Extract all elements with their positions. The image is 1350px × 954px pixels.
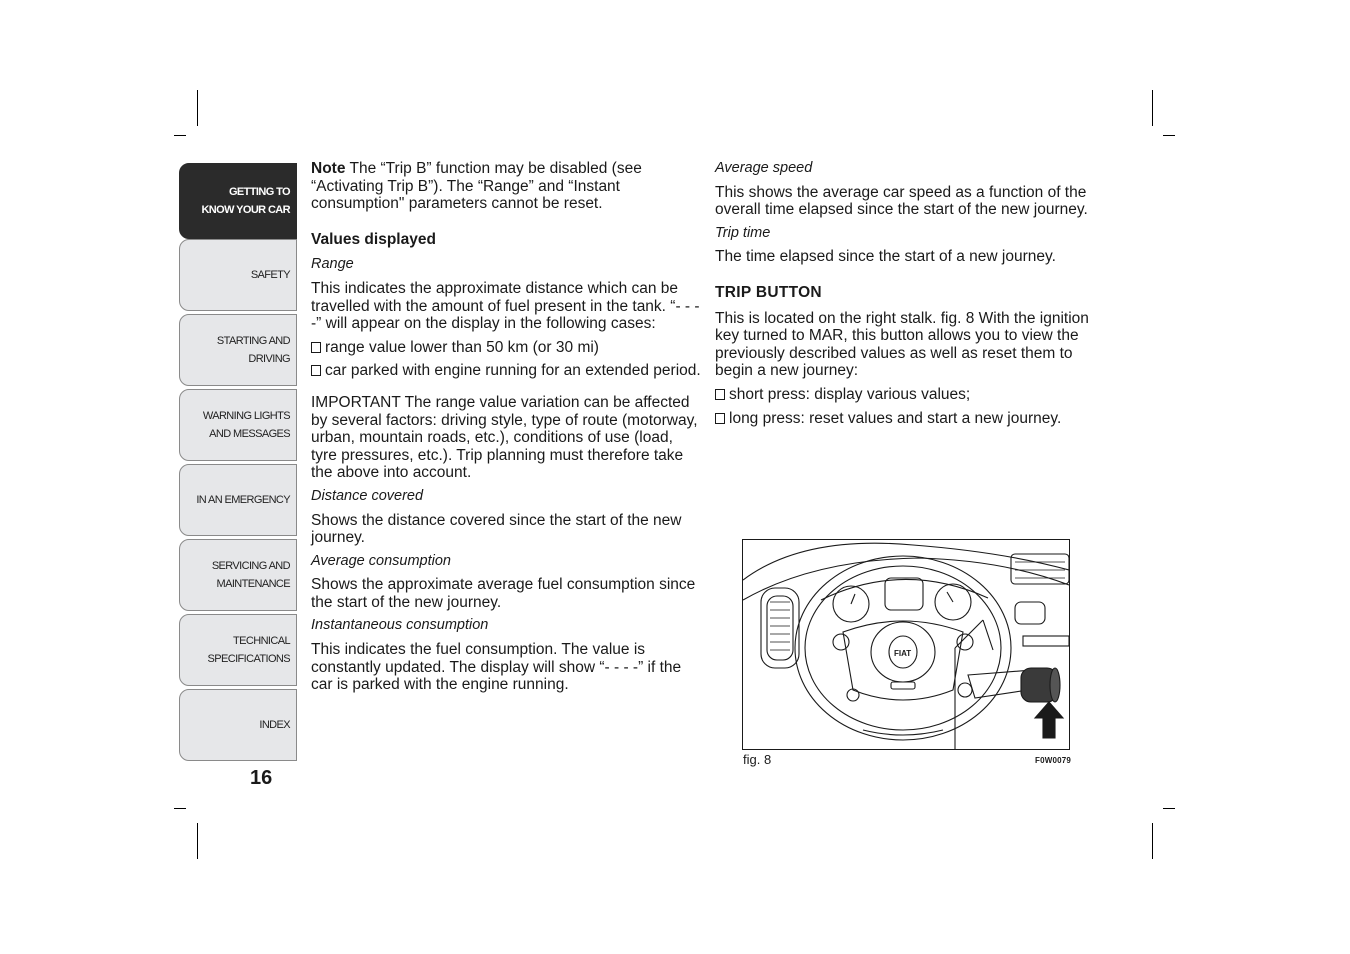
checkbox-bullet-icon: [715, 413, 725, 424]
tab-warning-lights[interactable]: WARNING LIGHTS AND MESSAGES: [179, 389, 297, 461]
tab-getting-to-know-your-car[interactable]: GETTING TO KNOW YOUR CAR: [179, 163, 297, 239]
crop-mark: [1152, 90, 1153, 126]
crop-mark: [1163, 808, 1175, 809]
tab-starting-and-driving[interactable]: STARTING AND DRIVING: [179, 314, 297, 386]
range-subheading: Range: [311, 256, 354, 273]
list-item: [715, 386, 1107, 404]
note-label: Note: [311, 160, 346, 177]
distance-subheading: Distance covered: [311, 487, 424, 504]
crop-mark: [197, 90, 198, 126]
tab-index[interactable]: INDEX: [179, 689, 297, 761]
note-paragraph: [311, 160, 701, 213]
note-text: The “Trip B” function may be disabled (see “Activating Trip B”). The “Range” and “Instant consumption" parameters cannot be reset.: [311, 160, 642, 213]
tab-technical-specifications[interactable]: TECHNICAL SPECIFICATIONS: [179, 614, 297, 686]
tab-in-an-emergency[interactable]: IN AN EMERGENCY: [179, 464, 297, 536]
checkbox-bullet-icon: [311, 342, 321, 353]
tab-safety[interactable]: SAFETY: [179, 239, 297, 311]
list-item-text: car parked with engine running for an extended period.: [325, 362, 701, 380]
tab-servicing-and-maintenance[interactable]: SERVICING AND MAINTENANCE: [179, 539, 297, 611]
list-item-text: long press: reset values and start a new journey.: [729, 409, 1062, 427]
list-item: [311, 362, 701, 380]
crop-mark: [1152, 823, 1153, 859]
checkbox-bullet-icon: [715, 389, 725, 400]
trip-time-text: The time elapsed since the start of a new journey.: [715, 248, 1056, 266]
steering-wheel-figure: [742, 539, 1070, 750]
figure-code: F0W0079: [1035, 756, 1072, 765]
svg-text:FIAT: FIAT: [894, 649, 912, 658]
checkbox-bullet-icon: [311, 365, 321, 376]
list-item-text: range value lower than 50 km (or 30 mi): [325, 338, 599, 356]
crop-mark: [1163, 135, 1175, 136]
important-text: IMPORTANT The range value variation can be affected by several factors: driving style, type of route (motorway, urban, mountain roads, etc.), conditions of use (load, tyre pressures, etc.). Trip planning must therefore take the above into account.: [311, 393, 698, 482]
trip-time-subheading: Trip time: [715, 224, 771, 241]
avg-consumption-text: Shows the approximate average fuel consumption since the start of the new journey.: [311, 576, 696, 611]
crop-mark: [197, 823, 198, 859]
list-item: [715, 410, 1107, 428]
avg-speed-subheading: Average speed: [715, 160, 813, 176]
left-column: [311, 160, 701, 694]
distance-text: Shows the distance covered since the start of the new journey.: [311, 511, 682, 547]
page-number: 16: [250, 767, 273, 789]
figure-caption: fig. 8: [743, 752, 772, 767]
list-item-text: short press: display various values;: [729, 385, 971, 403]
crop-mark: [174, 135, 186, 136]
avg-consumption-subheading: Average consumption: [311, 552, 451, 569]
inst-consumption-text: This indicates the fuel consumption. The value is constantly updated. The display will show “- - - -” if the car is parked with the engine running.: [311, 641, 682, 694]
crop-mark: [174, 808, 186, 809]
list-item: [311, 339, 701, 357]
steering-wheel-illustration: [743, 540, 1069, 749]
trip-button-heading: TRIP BUTTON: [715, 283, 822, 301]
trip-button-text: This is located on the right stalk. fig. 8 With the ignition key turned to MAR, this button allows you to view the previously described values as well as reset them to begin a new journey:: [715, 309, 1089, 380]
values-heading: Values displayed: [311, 230, 436, 248]
right-column: [715, 160, 1107, 427]
avg-speed-text: This shows the average car speed as a function of the overall time elapsed since the start of the new journey.: [715, 183, 1088, 219]
inst-consumption-subheading: Instantaneous consumption: [311, 617, 489, 634]
range-text: This indicates the approximate distance which can be travelled with the amount of fuel present in the tank. “- - - -” will appear on the display in the following cases:: [311, 279, 700, 333]
